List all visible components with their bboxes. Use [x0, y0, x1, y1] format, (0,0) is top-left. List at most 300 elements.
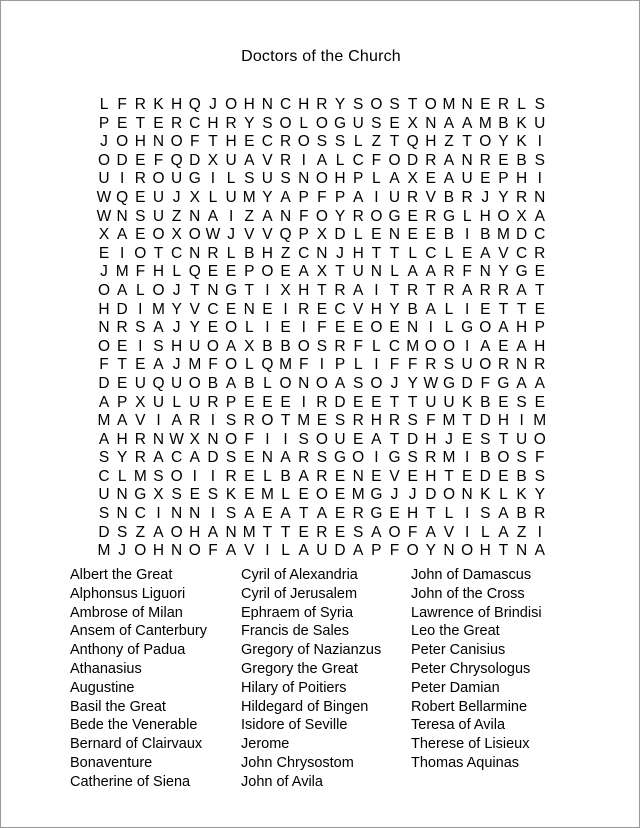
grid-letter: G	[188, 170, 201, 188]
grid-letter: J	[172, 319, 181, 337]
grid-letter: Q	[188, 96, 201, 113]
grid-letter: I	[120, 170, 125, 188]
grid-letter: E	[298, 486, 309, 504]
grid-letter: O	[297, 337, 310, 355]
grid-letter: O	[225, 356, 238, 374]
grid-letter: S	[316, 449, 328, 467]
grid-letter: N	[243, 300, 255, 318]
grid-letter: R	[134, 170, 146, 188]
grid-letter: V	[389, 467, 400, 485]
grid-letter: S	[480, 430, 491, 448]
grid-letter: E	[389, 319, 400, 337]
word-list-item: Thomas Aquinas	[411, 754, 520, 771]
grid-letter: L	[390, 263, 399, 281]
grid-letter: E	[407, 467, 418, 485]
grid-letter: E	[316, 300, 328, 318]
grid-letter: N	[171, 505, 183, 523]
grid-letter: O	[479, 356, 492, 374]
grid-letter: S	[443, 356, 455, 374]
grid-letter: C	[515, 244, 528, 262]
grid-letter: Z	[444, 133, 454, 151]
grid-letter: P	[534, 319, 545, 337]
word-list-item: Peter Canisius	[411, 642, 506, 659]
grid-letter: I	[265, 281, 270, 299]
grid-letter: I	[210, 170, 216, 188]
grid-letter: D	[479, 467, 491, 485]
grid-row	[96, 356, 548, 375]
grid-letter: I	[464, 449, 470, 467]
grid-letter: O	[370, 207, 383, 225]
grid-letter: U	[152, 188, 165, 206]
grid-row	[96, 375, 548, 394]
grid-letter: R	[534, 356, 546, 374]
grid-letter: A	[461, 114, 473, 132]
grid-letter: B	[280, 467, 291, 485]
grid-letter: S	[225, 505, 237, 523]
grid-letter: L	[372, 337, 381, 355]
page-title: Doctors of the Church	[241, 48, 401, 65]
grid-letter: M	[533, 412, 547, 430]
grid-letter: X	[244, 337, 255, 355]
grid-row	[96, 226, 548, 245]
grid-letter: H	[207, 114, 219, 132]
grid-letter: A	[461, 281, 473, 299]
grid-letter: A	[116, 281, 128, 299]
grid-letter: R	[425, 449, 437, 467]
grid-letter: D	[479, 412, 491, 430]
grid-letter: S	[516, 449, 527, 467]
grid-letter: Z	[516, 523, 527, 541]
grid-letter: O	[188, 374, 201, 392]
grid-letter: A	[534, 542, 545, 560]
grid-letter: I	[464, 337, 470, 355]
grid-letter: E	[334, 467, 346, 485]
grid-letter: S	[153, 467, 164, 485]
grid-letter: A	[425, 523, 436, 541]
grid-letter: G	[461, 319, 474, 337]
grid-letter: T	[244, 281, 254, 299]
grid-letter: A	[153, 523, 164, 541]
grid-letter: I	[265, 319, 270, 337]
grid-letter: A	[534, 374, 545, 392]
grid-letter: Q	[279, 226, 292, 244]
grid-letter: T	[498, 542, 509, 560]
grid-letter: A	[516, 337, 527, 355]
grid-letter: K	[225, 486, 237, 504]
grid-letter: A	[207, 207, 219, 225]
grid-letter: J	[100, 263, 108, 281]
grid-letter: J	[390, 374, 399, 392]
word-list-item: John Chrysostom	[241, 754, 354, 771]
grid-letter: C	[261, 133, 273, 151]
grid-letter: R	[534, 244, 546, 262]
grid-letter: P	[298, 226, 309, 244]
grid-row	[96, 152, 548, 171]
grid-letter: I	[210, 467, 216, 485]
grid-letter: S	[98, 505, 110, 523]
grid-letter: Q	[188, 263, 201, 281]
grid-letter: E	[353, 430, 364, 448]
grid-letter: I	[210, 412, 216, 430]
grid-letter: P	[116, 393, 128, 411]
grid-letter: G	[225, 281, 238, 299]
grid-letter: O	[261, 412, 274, 430]
grid-letter: I	[138, 300, 143, 318]
grid-letter: E	[461, 467, 473, 485]
grid-letter: R	[407, 281, 419, 299]
grid-letter: H	[425, 133, 437, 151]
grid-letter: H	[98, 300, 110, 318]
grid-letter: T	[444, 467, 454, 485]
grid-letter: H	[425, 430, 437, 448]
grid-letter: E	[534, 263, 545, 281]
grid-letter: S	[135, 319, 146, 337]
grid-letter: W	[169, 430, 184, 448]
grid-letter: E	[207, 319, 219, 337]
grid-letter: I	[192, 467, 197, 485]
grid-letter: L	[136, 281, 145, 299]
grid-letter: E	[534, 393, 545, 411]
grid-row	[96, 263, 548, 282]
grid-letter: A	[153, 319, 164, 337]
grid-letter: B	[516, 467, 527, 485]
grid-letter: I	[120, 244, 125, 262]
grid-row	[96, 468, 548, 487]
grid-letter: E	[280, 393, 291, 411]
grid-letter: U	[261, 170, 273, 188]
grid-letter: M	[188, 356, 202, 374]
grid-letter: O	[134, 542, 147, 560]
grid-letter: O	[97, 337, 111, 355]
grid-letter: E	[244, 467, 255, 485]
word-list-column-2	[241, 566, 381, 792]
grid-letter: A	[516, 281, 527, 299]
grid-letter: R	[298, 449, 310, 467]
grid-letter: M	[351, 486, 365, 504]
grid-letter: N	[534, 188, 546, 206]
grid-letter: F	[371, 151, 382, 169]
grid-letter: K	[516, 133, 527, 151]
grid-letter: C	[388, 337, 401, 355]
grid-row	[96, 394, 548, 413]
grid-letter: A	[298, 263, 309, 281]
grid-letter: M	[242, 523, 256, 541]
grid-letter: R	[334, 337, 346, 355]
grid-letter: J	[408, 486, 417, 504]
grid-letter: O	[206, 337, 219, 355]
grid-letter: T	[389, 281, 400, 299]
grid-letter: O	[116, 133, 129, 151]
word-list-item: Leo the Great	[411, 623, 500, 640]
grid-letter: T	[389, 133, 400, 151]
grid-letter: R	[298, 300, 310, 318]
grid-letter: O	[225, 319, 238, 337]
word-list-item: Therese of Lisieux	[411, 736, 530, 753]
grid-letter: N	[443, 542, 455, 560]
grid-letter: L	[172, 393, 181, 411]
grid-letter: E	[135, 188, 146, 206]
grid-letter: R	[225, 114, 237, 132]
grid-letter: E	[334, 523, 346, 541]
grid-letter: G	[497, 374, 510, 392]
grid-letter: A	[280, 188, 291, 206]
word-list-item: Hilary of Poitiers	[241, 679, 347, 696]
grid-letter: R	[425, 356, 437, 374]
grid-letter: I	[464, 505, 470, 523]
word-list-item: Anthony of Padua	[70, 642, 186, 659]
grid-letter: A	[225, 542, 237, 560]
grid-letter: X	[153, 486, 164, 504]
grid-letter: U	[425, 393, 437, 411]
grid-letter: A	[443, 114, 455, 132]
grid-letter: O	[497, 449, 510, 467]
grid-letter: M	[133, 467, 147, 485]
grid-letter: A	[425, 300, 436, 318]
grid-letter: E	[225, 263, 237, 281]
grid-letter: O	[424, 337, 437, 355]
grid-letter: J	[172, 356, 181, 374]
word-list-column-1	[70, 566, 207, 792]
grid-letter: O	[352, 449, 365, 467]
grid-letter: E	[461, 244, 473, 262]
grid-letter: S	[280, 170, 291, 188]
grid-letter: R	[479, 281, 491, 299]
grid-letter: W	[423, 374, 439, 392]
grid-letter: V	[353, 300, 364, 318]
grid-letter: Z	[244, 207, 254, 225]
grid-letter: L	[208, 188, 218, 206]
grid-letter: O	[442, 486, 455, 504]
grid-letter: V	[262, 226, 273, 244]
grid-letter: E	[353, 319, 364, 337]
grid-letter: R	[189, 412, 201, 430]
grid-letter: Q	[170, 151, 183, 169]
grid-letter: R	[316, 96, 328, 113]
grid-letter: H	[171, 96, 183, 113]
grid-letter: G	[388, 449, 401, 467]
grid-letter: A	[334, 374, 346, 392]
grid-letter: O	[152, 226, 165, 244]
grid-letter: Y	[498, 133, 509, 151]
grid-letter: Y	[498, 188, 509, 206]
grid-letter: N	[171, 542, 183, 560]
grid-letter: R	[443, 281, 455, 299]
grid-letter: H	[189, 523, 201, 541]
grid-letter: S	[225, 449, 237, 467]
grid-letter: D	[116, 151, 128, 169]
grid-letter: H	[225, 133, 237, 151]
grid-letter: Y	[334, 96, 346, 113]
grid-letter: V	[443, 523, 455, 541]
grid-letter: T	[153, 244, 164, 262]
grid-letter: X	[207, 151, 219, 169]
grid-letter: E	[135, 226, 146, 244]
word-list-item: Gregory of Nazianzus	[241, 642, 382, 659]
grid-letter: R	[388, 412, 401, 430]
grid-letter: A	[425, 263, 436, 281]
grid-letter: E	[425, 170, 436, 188]
grid-letter: E	[116, 114, 128, 132]
grid-letter: E	[334, 486, 346, 504]
grid-letter: J	[172, 281, 181, 299]
grid-letter: M	[260, 486, 274, 504]
grid-letter: S	[116, 523, 128, 541]
grid-letter: F	[407, 356, 418, 374]
word-list-item: John of the Cross	[411, 585, 525, 602]
grid-letter: R	[352, 505, 364, 523]
grid-row	[96, 338, 548, 357]
grid-letter: E	[298, 523, 309, 541]
grid-letter: P	[498, 170, 509, 188]
grid-letter: F	[244, 430, 254, 448]
grid-letter: I	[265, 430, 270, 448]
grid-letter: P	[334, 356, 346, 374]
grid-letter: N	[279, 207, 292, 225]
grid-letter: N	[189, 244, 201, 262]
grid-letter: I	[228, 207, 234, 225]
grid-letter: E	[498, 151, 509, 169]
grid-letter: O	[170, 523, 183, 541]
grid-letter: L	[480, 523, 490, 541]
grid-letter: B	[498, 114, 509, 132]
grid-letter: N	[352, 467, 364, 485]
word-list-item: Bonaventure	[70, 754, 153, 771]
grid-letter: T	[280, 523, 291, 541]
grid-letter: M	[442, 412, 456, 430]
grid-letter: F	[190, 133, 200, 151]
word-list-item: Alphonsus Liguori	[70, 585, 186, 602]
grid-letter: P	[298, 188, 309, 206]
grid-letter: K	[153, 96, 164, 113]
grid-letter: Q	[406, 133, 419, 151]
grid-letter: J	[481, 188, 490, 206]
grid-letter: H	[515, 170, 528, 188]
grid-letter: I	[537, 133, 542, 151]
grid-letter: N	[207, 430, 219, 448]
grid-letter: N	[261, 96, 273, 113]
grid-letter: E	[280, 263, 291, 281]
grid-letter: B	[480, 449, 491, 467]
word-list-item: Peter Damian	[411, 679, 500, 696]
grid-row	[96, 412, 548, 431]
grid-letter: U	[171, 374, 183, 392]
grid-letter: Z	[135, 523, 146, 541]
grid-letter: A	[225, 337, 237, 355]
grid-letter: R	[352, 412, 364, 430]
grid-letter: F	[298, 356, 309, 374]
grid-letter: T	[389, 430, 400, 448]
grid-letter: X	[189, 430, 200, 448]
grid-row	[96, 319, 548, 338]
grid-letter: O	[225, 96, 238, 113]
grid-letter: S	[316, 337, 328, 355]
grid-letter: H	[479, 542, 491, 560]
grid-letter: D	[425, 486, 437, 504]
grid-letter: E	[334, 319, 346, 337]
grid-letter: A	[244, 505, 255, 523]
grid-letter: H	[152, 263, 165, 281]
grid-letter: L	[372, 170, 381, 188]
grid-letter: E	[480, 170, 491, 188]
grid-letter: H	[534, 337, 546, 355]
grid-letter: O	[279, 374, 292, 392]
grid-letter: I	[138, 337, 143, 355]
grid-row	[96, 524, 548, 543]
grid-letter: T	[407, 393, 418, 411]
grid-letter: C	[171, 449, 183, 467]
grid-letter: H	[171, 337, 183, 355]
word-list-item: Bernard of Clairvaux	[70, 736, 203, 753]
grid-letter: E	[334, 505, 346, 523]
grid-letter: V	[425, 188, 436, 206]
grid-letter: N	[298, 374, 310, 392]
grid-letter: I	[301, 393, 306, 411]
grid-letter: D	[334, 393, 346, 411]
grid-letter: R	[243, 412, 255, 430]
grid-letter: L	[244, 356, 254, 374]
grid-letter: S	[516, 393, 527, 411]
grid-letter: E	[207, 263, 219, 281]
grid-letter: L	[281, 486, 290, 504]
grid-letter: B	[244, 374, 255, 392]
grid-letter: T	[516, 300, 527, 318]
grid-letter: E	[135, 151, 146, 169]
grid-letter: E	[244, 449, 255, 467]
grid-letter: Y	[534, 486, 545, 504]
grid-letter: S	[225, 412, 237, 430]
grid-letter: N	[152, 133, 165, 151]
word-list-item: Catherine of Siena	[70, 773, 191, 790]
grid-letter: F	[480, 374, 491, 392]
grid-letter: D	[461, 374, 473, 392]
grid-letter: E	[461, 430, 473, 448]
word-list-item: Augustine	[70, 679, 135, 696]
grid-letter: L	[353, 133, 363, 151]
grid-letter: I	[428, 319, 433, 337]
grid-letter: R	[479, 151, 491, 169]
grid-letter: E	[316, 412, 328, 430]
grid-letter: O	[370, 96, 383, 113]
grid-letter: X	[280, 281, 291, 299]
grid-letter: O	[370, 319, 383, 337]
grid-letter: O	[188, 542, 201, 560]
grid-row	[96, 505, 548, 524]
grid-letter: B	[516, 505, 527, 523]
grid-letter: T	[335, 263, 345, 281]
grid-letter: E	[244, 486, 255, 504]
grid-letter: E	[480, 96, 491, 113]
grid-letter: V	[244, 542, 255, 560]
grid-letter: I	[374, 281, 379, 299]
grid-letter: J	[209, 96, 217, 113]
grid-letter: R	[279, 151, 292, 169]
grid-letter: H	[243, 96, 255, 113]
grid-letter: T	[280, 412, 291, 430]
grid-letter: O	[297, 133, 310, 151]
grid-letter: U	[98, 170, 110, 188]
grid-letter: R	[461, 188, 473, 206]
grid-letter: A	[98, 393, 110, 411]
word-list-item: Bede the Venerable	[70, 717, 198, 734]
grid-letter: F	[317, 319, 327, 337]
grid-letter: O	[261, 263, 274, 281]
grid-letter: A	[316, 505, 328, 523]
grid-letter: G	[388, 207, 401, 225]
grid-letter: E	[407, 226, 418, 244]
grid-letter: E	[153, 114, 164, 132]
grid-letter: A	[153, 356, 164, 374]
grid-letter: X	[407, 170, 418, 188]
